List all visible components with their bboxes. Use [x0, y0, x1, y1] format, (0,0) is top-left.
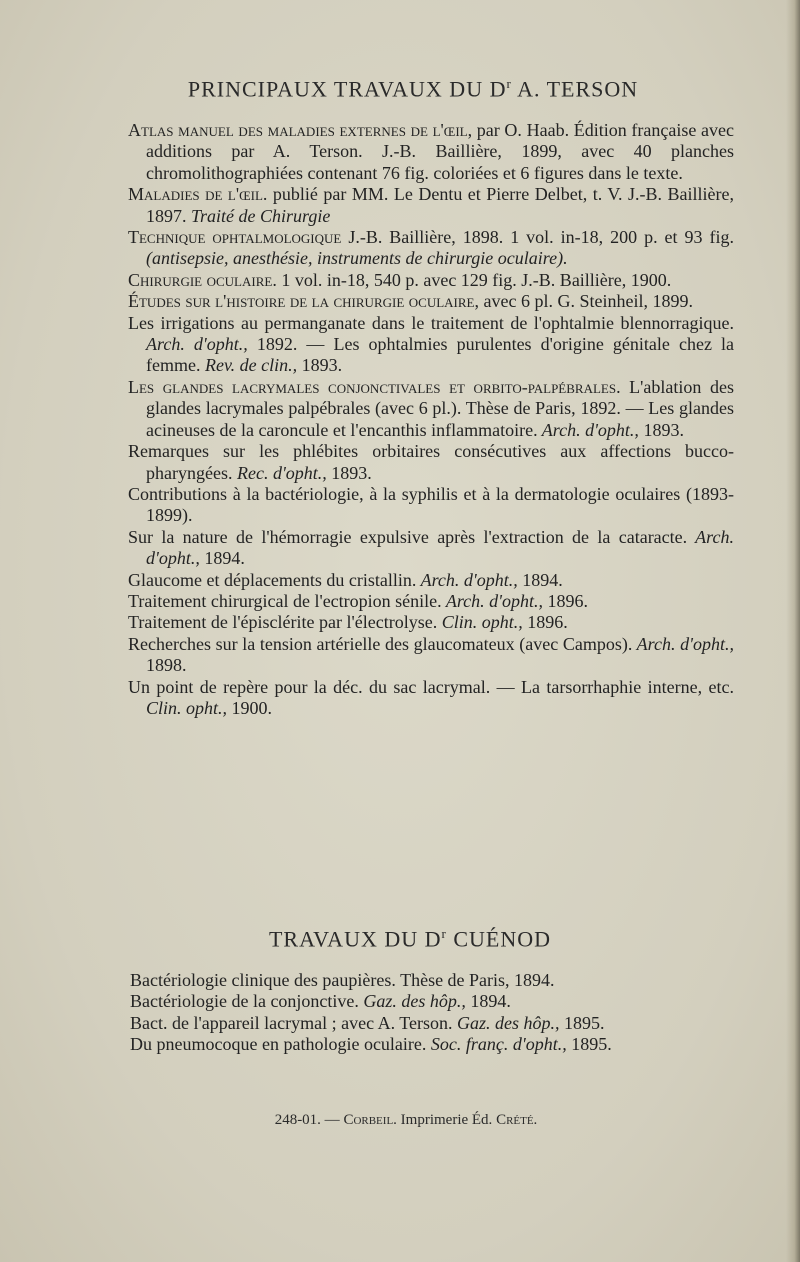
entry-text: 1893. [326, 462, 372, 483]
bibliography-entry [128, 377, 734, 441]
entry-text: Un point de repère pour la déc. du sac lacrymal. — La tarsorrhaphie interne, etc. [128, 676, 734, 697]
heading-terson [13, 76, 800, 102]
entry-text: 1896. [522, 612, 568, 633]
entry-text: Les irrigations au permanganate dans le traitement de l'ophtalmie blennorragique. [128, 312, 734, 333]
entry-citation: Rec. d'opht., [232, 462, 327, 483]
cuenod-works-list [130, 970, 710, 1056]
entry-text: 1893. [297, 355, 343, 376]
entry-citation: Arch. d'opht., [416, 569, 518, 590]
entry-text: 1898. [146, 655, 187, 676]
entry-citation: Arch. d'opht., [146, 526, 734, 569]
entry-text: 1894. [465, 991, 511, 1012]
entry-text: Contributions à la bactériologie, à la syphilis et à la dermatologie oculaires (1893-1899). [128, 483, 734, 526]
entry-title: Les glandes lacrymales conjonctivales et orbito-palpébrales. [128, 376, 621, 397]
entry-text: Bactériologie clinique des paupières. Thèse de Paris, 1894. [130, 970, 555, 990]
entry-title: Chirurgie oculaire. [128, 269, 277, 290]
entry-text: Recherches sur la tension artérielle des glaucomateux (avec Campos). [128, 633, 633, 654]
entry-text: 1894. [517, 569, 563, 590]
bibliography-entry [128, 634, 734, 677]
entry-citation: Arch. d'opht., [441, 590, 544, 611]
entry-text: Sur la nature de l'hémorragie expulsive après l'extraction de la cataracte. [128, 526, 688, 547]
bibliography-entry [128, 484, 734, 527]
entry-text: 1894. [199, 548, 245, 569]
entry-text: J.-B. Baillière, 1898. 1 vol. in-18, 200 p. et 93 fig. [341, 227, 734, 248]
entry-title: Maladies de l'œil. [128, 184, 268, 205]
bibliography-entry [128, 612, 734, 633]
entry-citation: Gaz. des hôp., [452, 1012, 560, 1033]
entry-text: L'ablation des glandes lacrymales palpébrales (avec 6 pl.). Thèse de Paris, 1892. — Les glandes acineuses de la caroncule et l'encanthis inflammatoire. [146, 376, 734, 440]
terson-works-list [128, 120, 734, 719]
bibliography-entry [128, 677, 734, 720]
entry-text: Traitement de l'épisclérite par l'électrolyse. [128, 612, 438, 633]
footer-city: Corbeil. [343, 1112, 397, 1128]
entry-citation: Arch. d'opht., [632, 633, 734, 654]
bibliography-entry [128, 184, 734, 227]
entry-citation: Gaz. des hôp., [358, 991, 466, 1012]
footer-printer: Imprimerie Éd. [396, 1112, 497, 1128]
entry-text: Remarques sur les phlébites orbitaires consécutives aux affections bucco-pharyngées. [128, 441, 734, 483]
entry-text: 1893. [638, 419, 684, 440]
bibliography-entry [128, 291, 734, 312]
heading-cuenod-text: TRAVAUX DU D [268, 926, 442, 952]
bibliography-entry [128, 313, 734, 377]
entry-citation: Traité de Chirurgie [186, 205, 331, 226]
entry-text: 1895. [559, 1012, 605, 1033]
bibliography-entry [130, 1034, 710, 1055]
footer-number: 248-01. — [274, 1112, 344, 1128]
entry-text: publié par MM. Le Dentu et Pierre Delbet, t. V. J.-B. Baillière, 1897. [146, 184, 735, 226]
bibliography-entry [128, 570, 734, 591]
entry-text: Bactériologie de la conjonctive. [130, 991, 359, 1012]
bibliography-entry [128, 591, 734, 612]
bibliography-entry [130, 1013, 710, 1034]
entry-text: 1892. — Les ophtalmies purulentes d'origine génitale chez la femme. [146, 334, 734, 376]
entry-text: avec 6 pl. G. Steinheil, 1899. [479, 291, 693, 312]
entry-text: Du pneumocoque en pathologie oculaire. [130, 1034, 427, 1055]
entry-citation: Clin. opht., [146, 697, 228, 718]
entry-title: Études sur l'histoire de la chirurgie oculaire, [128, 291, 479, 312]
entry-text: Bact. de l'appareil lacrymal ; avec A. Terson. [130, 1012, 453, 1033]
entry-title: Atlas manuel des maladies externes de l'œil, [128, 120, 473, 140]
heading-terson-sup: r [506, 76, 512, 91]
entry-citation: Rev. de clin., [200, 355, 298, 376]
bibliography-entry [128, 227, 734, 270]
heading-cuenod-sup: r [441, 926, 447, 941]
bibliography-entry [130, 970, 710, 991]
entry-text: 1 vol. in-18, 540 p. avec 129 fig. J.-B. Baillière, 1900. [276, 269, 672, 290]
page-edge-shadow [786, 0, 800, 1262]
printer-footer [0, 1112, 800, 1129]
entry-citation: (antisepsie, anesthésie, instruments de chirurgie oculaire). [146, 248, 568, 269]
bibliography-entry [128, 270, 734, 291]
entry-citation: Soc. franç. d'opht., [426, 1034, 567, 1055]
entry-title: Technique ophtalmologique [128, 227, 342, 248]
heading-terson-text: PRINCIPAUX TRAVAUX DU D [187, 76, 507, 102]
entry-text: 1900. [227, 697, 273, 718]
entry-text: 1896. [543, 590, 589, 611]
bibliography-entry [130, 991, 710, 1012]
heading-terson-name: A. TERSON [511, 76, 639, 102]
footer-printer-name: Crété. [496, 1112, 538, 1128]
bibliography-entry [128, 527, 734, 570]
entry-citation: Clin. opht., [437, 612, 523, 633]
entry-text: par O. Haab. Édition française avec additions par A. Terson. J.-B. Baillière, 1899, avec 40 planches chromolithographiées contenant 76 fig. coloriées et 6 figures dans le texte. [146, 120, 734, 183]
heading-cuenod [10, 926, 800, 952]
entry-citation: Arch. d'opht., [146, 334, 248, 355]
entry-citation: Arch. d'opht., [537, 419, 639, 440]
entry-text: Traitement chirurgical de l'ectropion sénile. [128, 590, 442, 611]
bibliography-entry [128, 120, 734, 184]
bibliography-entry [128, 441, 734, 484]
heading-cuenod-name: CUÉNOD [446, 926, 552, 952]
entry-text: Glaucome et déplacements du cristallin. [128, 569, 417, 590]
entry-text: 1895. [566, 1034, 612, 1055]
